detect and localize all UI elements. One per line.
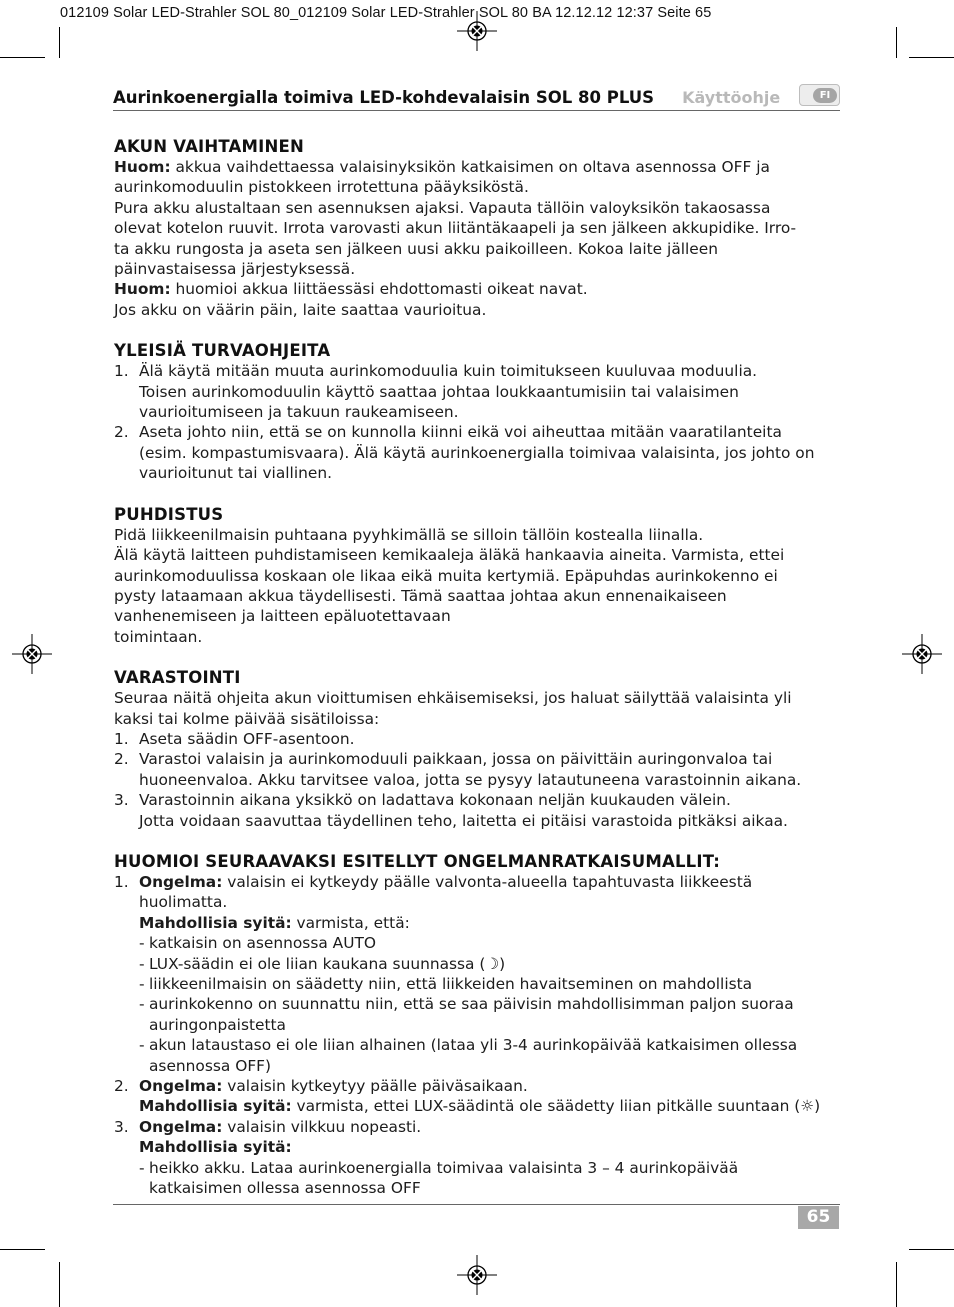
akun-text-line: ta akku rungosta ja aseta sen jälkeen uusi akku paikoilleen. Kokoa laite jälleen: [114, 239, 718, 258]
list-item: [114, 790, 842, 831]
list-text: vaurioitunut tai viallinen.: [139, 464, 332, 483]
cause-line: Mahdollisia syitä:: [139, 1138, 292, 1157]
section-heading-varastointi: VARASTOINTI: [114, 668, 241, 688]
cause-line: Mahdollisia syitä: varmista, ettei LUX-säädintä ole säädetty liian pitkälle suuntaan (☼): [139, 1097, 821, 1116]
puhdistus-text-line: Älä käytä laitteen puhdistamiseen kemikaaleja äläkä hankaavia aineita. Varmista, ettei: [114, 546, 785, 565]
dash-item: - heikko akku. Lataa aurinkoenergialla toimivaa valaisinta 3 – 4 aurinkopäivää katkaisimen ollessa asennossa OFF: [139, 1158, 739, 1198]
list-number: 1.: [114, 362, 129, 381]
list-text: (esim. kompastumisvaara). Älä käytä aurinkoenergialla toimivaa valaisinta, jos johto on: [139, 443, 815, 462]
list-number: 1.: [114, 729, 129, 748]
akun-note-1-line2: aurinkomoduulin pistokkeen irrotettuna pääyksiköstä.: [114, 178, 529, 197]
puhdistus-text-line: toimintaan.: [114, 627, 203, 646]
list-text: Toisen aurinkomoduulin käyttö saattaa johtaa loukkaantumisiin tai valaisimen: [139, 382, 739, 401]
crop-mark-top-right-v: [896, 27, 897, 58]
list-item: [114, 422, 842, 483]
list-text: Aseta johto niin, että se on kunnolla kiinni eikä voi aiheuttaa mitään vaaratilanteita: [139, 423, 782, 442]
list-text: Varastoinnin aikana yksikkö on ladattava kokonaan neljän kuukauden välein.: [139, 791, 731, 810]
document-title-bar: [113, 84, 840, 110]
list-item: [114, 872, 842, 1076]
list-number: 1.: [114, 872, 129, 891]
dash-item: - liikkeenilmaisin on säädetty niin, että liikkeiden havaitseminen on mahdollista: [139, 975, 753, 993]
list-text: Jotta voidaan saavuttaa täydellinen teho, laitetta ei pitäisi varastoida pitkäksi aikaa.: [139, 811, 788, 830]
puhdistus-text-line: vanhenemiseen ja laitteen epäluotettavaan: [114, 607, 451, 626]
akun-warning: Jos akku on väärin päin, laite saattaa vaurioitua.: [114, 300, 487, 319]
crop-mark-top-left-h: [0, 57, 45, 58]
puhdistus-text-line: aurinkomoduulissa koskaan ole likaa eikä muita kertymiä. Epäpuhdas aurinkokenno ei: [114, 566, 778, 585]
cause-line: Mahdollisia syitä: varmista, että:: [139, 913, 410, 932]
list-number: 2.: [114, 1077, 129, 1096]
crop-mark-top-right-h: [909, 57, 954, 58]
section-heading-huomioi: HUOMIOI SEURAAVAKSI ESITELLYT ONGELMANRATKAISUMALLIT:: [114, 851, 721, 871]
registration-mark-left-icon: [12, 634, 52, 674]
page-number: 65: [798, 1206, 839, 1229]
problem-line: Ongelma: valaisin kytkeytyy päälle päiväsaikaan.: [139, 1077, 528, 1096]
problem-line: Ongelma: valaisin ei kytkeydy päälle valvonta-alueella tapahtuvasta liikkeestä huolimatta.: [139, 872, 753, 912]
list-number: 2.: [114, 423, 129, 442]
list-item: [114, 729, 842, 749]
varastointi-intro: Seuraa näitä ohjeita akun vioittumisen ehkäisemiseksi, jos haluat säilyttää valaisinta yli: [114, 689, 792, 708]
list-text: Varastoi valaisin ja aurinkomoduuli paikkaan, jossa on päivittäin auringonvaloa tai: [139, 750, 773, 769]
list-item: [114, 1117, 842, 1199]
document-title: Aurinkoenergialla toimiva LED-kohdevalaisin SOL 80 PLUS: [113, 87, 655, 107]
list-text: huoneenvaloa. Akku tarvitsee valoa, jotta se pysyy latautuneena varastoinnin aikana.: [139, 770, 802, 789]
list-text: vaurioitumiseen ja takuun raukeamiseen.: [139, 403, 459, 422]
akun-note-2: Huom: huomioi akkua liittäessäsi ehdottomasti oikeat navat.: [114, 280, 588, 299]
page-content: [114, 136, 842, 1198]
dash-item: - akun lataustaso ei ole liian alhainen (lataa yli 3-4 aurinkopäivää katkaisimen ollessa asennossa OFF): [139, 1036, 798, 1075]
registration-mark-right-icon: [902, 634, 942, 674]
list-item: [114, 749, 842, 790]
language-code: FI: [813, 88, 837, 103]
dash-item: - katkaisin on asennossa AUTO: [139, 934, 376, 953]
crop-mark-bottom-right-v: [896, 1262, 897, 1307]
list-item: [114, 1076, 842, 1117]
crop-mark-bottom-right-h: [909, 1249, 954, 1250]
list-number: 3.: [114, 791, 129, 810]
akun-note-1: Huom: akkua vaihdettaessa valaisinyksikön katkaisimen on oltava asennossa OFF ja: [114, 158, 770, 176]
list-text: Aseta säädin OFF-asentoon.: [139, 729, 355, 748]
puhdistus-text-line: Pidä liikkeenilmaisin puhtaana pyyhkimällä se silloin tällöin kostealla liinalla.: [114, 525, 704, 544]
akun-text-line: olevat kotelon ruuvit. Irrota varovasti akun liitäntäkaapeli ja sen jälkeen akkupidike. Irro-: [114, 219, 797, 238]
crop-mark-top-left-v: [59, 27, 60, 58]
crop-mark-bottom-left-h: [0, 1249, 45, 1250]
language-badge: [799, 84, 840, 106]
list-number: 3.: [114, 1117, 129, 1136]
list-number: 2.: [114, 750, 129, 769]
print-header: 012109 Solar LED-Strahler SOL 80_012109 Solar LED-Strahler SOL 80 BA 12.12.12 12:37 Seite 65: [60, 5, 712, 21]
problem-line: Ongelma: valaisin vilkkuu nopeasti.: [139, 1117, 422, 1136]
akun-text-line: päinvastaisessa järjestyksessä.: [114, 260, 356, 279]
dash-item: - LUX-säädin ei ole liian kaukana suunnassa (☽): [139, 954, 506, 973]
list-item: [114, 361, 842, 422]
puhdistus-text-line: pysty lataamaan akkua täydellisesti. Tämä saattaa johtaa akun ennenaikaiseen: [114, 586, 727, 605]
document-type: Käyttöohje: [682, 87, 781, 107]
list-text: Älä käytä mitään muuta aurinkomoduulia kuin toimitukseen kuuluvaa moduulia.: [139, 362, 758, 381]
section-heading-yleisia: YLEISIÄ TURVAOHJEITA: [114, 341, 331, 361]
footer-rule: [113, 1204, 840, 1205]
crop-mark-bottom-left-v: [59, 1262, 60, 1307]
section-heading-puhdistus: PUHDISTUS: [114, 504, 224, 524]
title-rule: [113, 110, 840, 111]
varastointi-intro: kaksi tai kolme päivää sisätiloissa:: [114, 709, 380, 728]
akun-text-line: Pura akku alustaltaan sen asennuksen ajaksi. Vapauta tällöin valoyksikön takaosassa: [114, 198, 771, 217]
registration-mark-bottom-icon: [457, 1255, 497, 1295]
dash-item: - aurinkokenno on suunnattu niin, että se saa päivisin mahdollisimman paljon suoraa auringonpaistetta: [139, 995, 794, 1034]
registration-mark-top-icon: [457, 11, 497, 51]
section-heading-akun: AKUN VAIHTAMINEN: [114, 137, 304, 156]
